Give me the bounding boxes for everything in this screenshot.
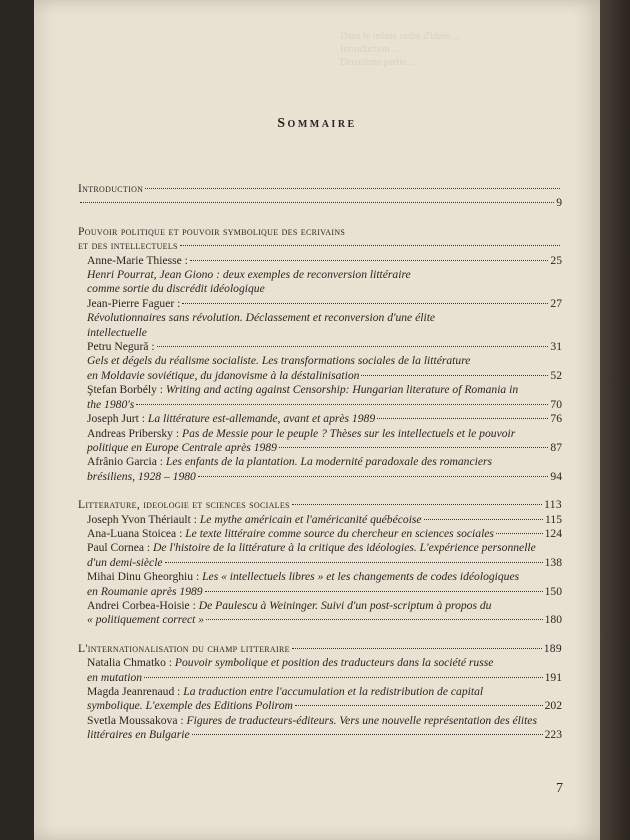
toc-entry: Andrei Corbea-Hoisie : De Paulescu à Weininger. Suivi d'un post-scriptum à propos du « politiquement correct » 180 — [87, 598, 562, 627]
page-title: Sommaire — [277, 116, 357, 131]
toc-entry: Petru Negură : 31 Gels et dégels du réalisme socialiste. Les transformations sociales de la littérature en Moldavie soviétique, du jdanovisme à la déstalinisation 52 — [87, 340, 562, 382]
toc-entry: Ana-Luana Stoicea : Le texte littéraire comme source du chercheur en sciences sociales 124 — [87, 526, 562, 540]
toc-entry: Andreas Pribersky : Pas de Messie pour le peuple ? Thèses sur les intellectuels et le pouvoir politique en Europe Centrale après 1989 87 — [87, 426, 562, 454]
toc-entry: Afrânio Garcia : Les enfants de la plantation. La modernité paradoxale des romanciers brésiliens, 1928 – 1980 94 — [87, 455, 562, 483]
toc-section-heading: L'internationalisation du champ litteraire 189 — [78, 641, 562, 655]
toc-section-introduction: Introduction — [78, 182, 562, 196]
toc-section-heading: Pouvoir politique et pouvoir symbolique des ecrivains — [78, 224, 346, 238]
page-folio-number: 7 — [556, 781, 563, 796]
toc-entry: Magda Jeanrenaud : La traduction entre l'accumulation et la redistribution de capital symbolique. L'exemple des Editions Polirom 202 — [87, 685, 562, 713]
toc-entry: Jean-Pierre Faguer : 27 Révolutionnaires sans révolution. Déclassement et reconversion d'une élite intellectuelle — [87, 296, 562, 339]
toc-entry: Ştefan Borbély : Writing and acting against Censorship: Hungarian literature of Romania in the 1980's 70 — [87, 383, 562, 411]
toc-entry: Svetla Moussakova : Figures de traducteurs-éditeurs. Vers une nouvelle représentation des élites littéraires en Bulgarie 223 — [87, 713, 562, 742]
toc-section-heading: Litterature, ideologie et sciences sociales 113 — [78, 498, 562, 512]
toc-entry: Mihai Dinu Gheorghiu : Les « intellectuels libres » et les changements de codes idéologiques en Roumanie après 1989 150 — [87, 570, 562, 598]
toc-entry: Anne-Marie Thiesse : 25 Henri Pourrat, Jean Giono : deux exemples de reconversion littéraire comme sortie du discrédit idéologique — [87, 253, 562, 296]
table-of-contents: Introduction 9 Pouvoir politique et pouvoir symbolique des ecrivains et des intellectuels Anne-Marie Thiesse : 25 Henri Pourrat, Jean Giono : deux exemples de reconversion littéraire comme sortie du discrédit idéologique Jean-Pierre Faguer : 27 Révolutionnaires sans révolution. Déclassement et reconversion d'une élite intellectuelle Petru Negură : 31 Gels et dégels du réalisme socialiste. Les transformations sociales de la littérature en Moldavie soviétique, du jdanovisme à la déstalinisation 52 Ştefan Borbély : Writing and acting against Censorship: Hungarian literature of Romania in the 1980's 70 Joseph Jurt : La littérature est-allemande, avant et après 1989 76 Andreas Pribersky : Pas de Messie pour le peuple ? Thèses sur les intellectuels et le pouvoir politique en Europe Centrale après 1989 87 Afrânio Garcia : Les enfants de la plantation. La modernité paradoxale des romanciers brésiliens, 1928 – 1980 94 Litterature, ideologie et sciences sociales 113 Joseph Yvon Thériault : Le mythe américain et l'américanité québécoise 115 Ana-Luana Stoicea : Le texte littéraire comme source du chercheur en sciences sociales 124 Paul Cornea : De l'histoire de la littérature à la critique des idéologies. L'expérience personnelle d'un demi-siècle 138 Mihai Dinu Gheorghiu : Les « intellectuels libres » et les changements de codes idéologiques en Roumanie après 1989 150 Andrei Corbea-Hoisie : De Paulescu à Weininger. Suivi d'un post-scriptum à propos du « politiquement correct » 180 L'internationalisation du champ litteraire 189 Natalia Chmatko : Pouvoir symbolique et position des traducteurs dans la société russe en mutation 191 Magda Jeanrenaud : La traduction entre l'accumulation et la redistribution de capital symbolique. L'exemple des Editions Polirom 202 Svetla Moussakova : Figures de traducteurs-éditeurs. Vers une nouvelle représentation des élites littéraires en Bulgarie 223 — [78, 182, 562, 742]
page-edge-shadow — [600, 0, 630, 840]
toc-entry: Natalia Chmatko : Pouvoir symbolique et position des traducteurs dans la société russe en mutation 191 — [87, 656, 562, 684]
toc-entry: Joseph Yvon Thériault : Le mythe américain et l'américanité québécoise 115 — [87, 512, 562, 526]
page-number: 9 — [556, 196, 562, 210]
toc-entry: Paul Cornea : De l'histoire de la littérature à la critique des idéologies. L'expérience personnelle d'un demi-siècle 138 — [87, 541, 562, 569]
toc-entry: Joseph Jurt : La littérature est-allemande, avant et après 1989 76 — [87, 412, 562, 426]
bleed-through-text: Dans le même ordre d'idées ... Introduction ... Deuxième partie ... — [340, 31, 461, 68]
